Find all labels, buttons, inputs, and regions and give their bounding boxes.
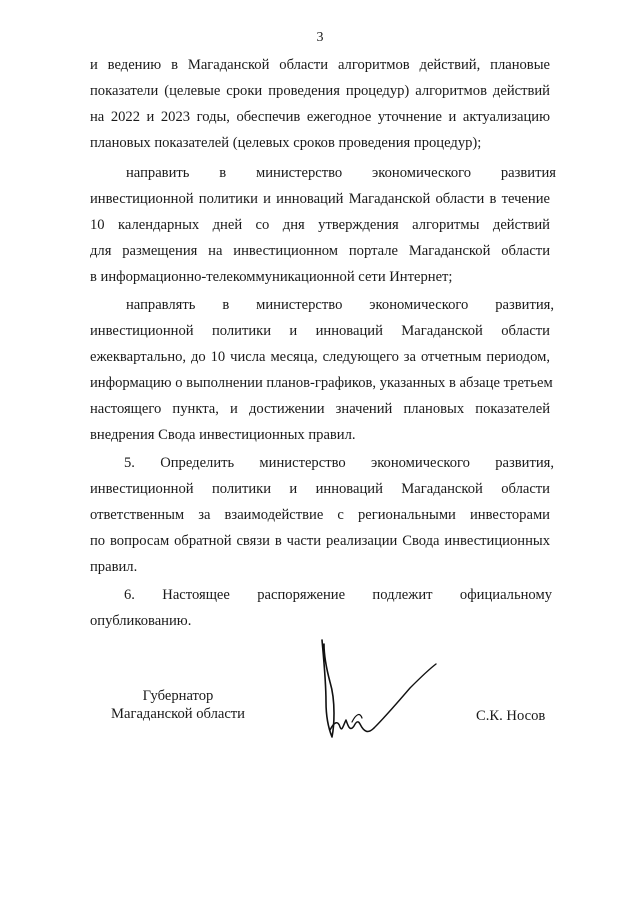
text-line: 5. Определить министерство экономического развития,: [124, 455, 554, 471]
text-line: информацию о выполнении планов-графиков, указанных в абзаце третьем: [90, 375, 553, 391]
text-line: инвестиционной политики и инноваций Магаданской области в течение: [90, 191, 550, 207]
text-line: правил.: [90, 559, 138, 575]
text-line: опубликованию.: [90, 613, 192, 629]
text-line: в информационно-телекоммуникационной сети Интернет;: [90, 269, 453, 285]
signatory-title-line2: Магаданской области: [111, 706, 245, 722]
text-line: плановых показателей (целевых сроков проведения процедур);: [90, 135, 482, 151]
text-line: по вопросам обратной связи в части реализации Свода инвестиционных: [90, 533, 550, 549]
text-line: ответственным за взаимодействие с региональными инвесторами: [90, 507, 550, 523]
text-line: внедрения Свода инвестиционных правил.: [90, 427, 356, 443]
handwritten-signature: [312, 632, 452, 752]
text-line: для размещения на инвестиционном портале Магаданской области: [90, 243, 550, 259]
page-number: 3: [316, 30, 324, 45]
text-line: настоящего пункта, и достижении значений плановых показателей: [90, 401, 550, 417]
text-line: и ведению в Магаданской области алгоритмов действий, плановые: [90, 57, 550, 73]
text-line: показатели (целевые сроки проведения процедур) алгоритмов действий: [90, 83, 550, 99]
text-line: 6. Настоящее распоряжение подлежит официальному: [124, 587, 552, 603]
text-line: ежеквартально, до 10 числа месяца, следующего за отчетным периодом,: [90, 349, 550, 365]
text-line: направлять в министерство экономического развития,: [126, 297, 554, 313]
signatory-title-line1: Губернатор: [142, 688, 214, 704]
text-line: инвестиционной политики и инноваций Магаданской области: [90, 323, 550, 339]
signatory-name: С.К. Носов: [476, 708, 546, 724]
text-line: 10 календарных дней со дня утверждения алгоритмы действий: [90, 217, 550, 233]
text-line: направить в министерство экономического развития: [126, 165, 556, 181]
text-line: инвестиционной политики и инноваций Магаданской области: [90, 481, 550, 497]
text-line: на 2022 и 2023 годы, обеспечив ежегодное уточнение и актуализацию: [90, 109, 550, 125]
